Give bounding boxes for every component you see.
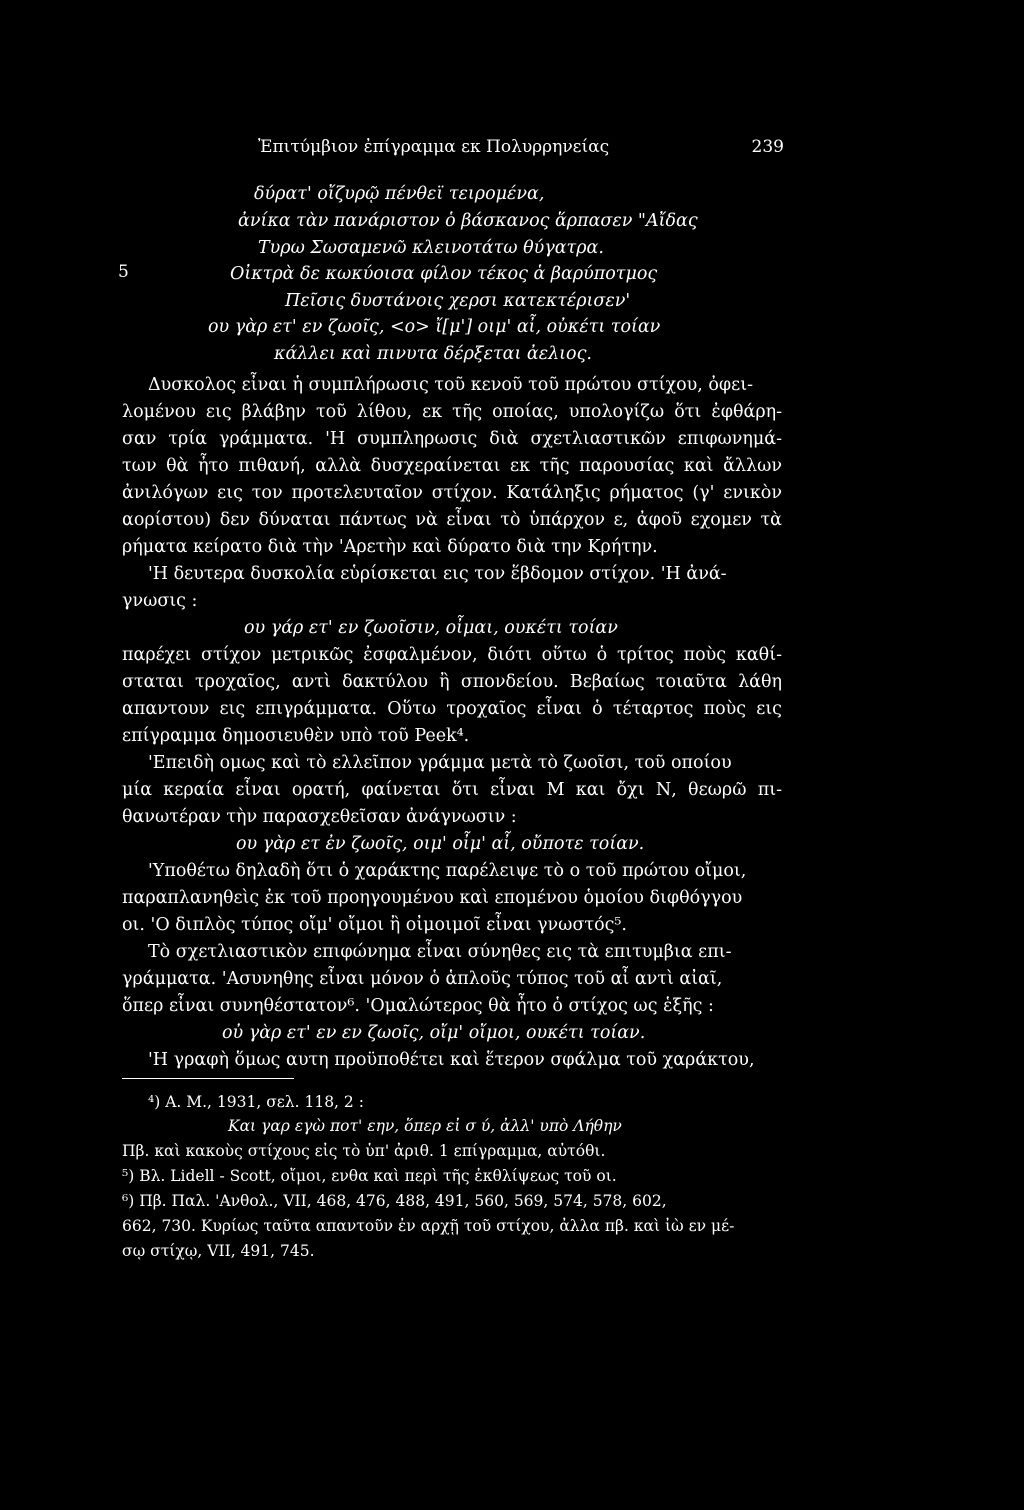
body-line: των θὰ ἦτο πιθανή, αλλὰ δυσχεραίνεται εκ τῆς παρουσίας καὶ ἄλλων	[122, 456, 782, 476]
footnote-verse: Και γαρ εγὼ ποτ' εην, ὅπερ εἰ σ ύ, ἀλλ' υπὸ Λήθην	[228, 1117, 622, 1135]
poem-line: κάλλει καὶ πινυτα δέρξεται ἀελιος.	[274, 344, 592, 364]
body-line: οι. 'Ο διπλὸς τύπος οἴμ' οἴμοι ἢ οἰμοιμοῖ εἶναι γνωστός⁵.	[122, 915, 627, 935]
footnote-line: Πβ. καὶ κακοὺς στίχους εἰς τὸ ὑπ' ἀριθ. 1 επίγραμμα, αὐτόθι.	[122, 1142, 606, 1160]
body-line: παραπλανηθεὶς ἐκ τοῦ προηγουμένου καὶ επομένου ὁμοίου διφθόγγου	[122, 888, 743, 908]
body-line: ἀνιλόγων εις τον προτελευταῖον στίχον. Κατάληξις ρήματος (γ' ενικὸν	[122, 483, 782, 503]
footnote-rule	[122, 1078, 294, 1079]
body-line: 'Επειδὴ ομως καὶ τὸ ελλεῖπον γράμμα μετὰ τὸ ζωοῖσι, τοῦ οποίου	[148, 753, 732, 773]
footnote-line: ⁴) Α. Μ., 1931, σελ. 118, 2 :	[148, 1093, 364, 1111]
body-line: αορίστου) δεν δύναται πάντως νὰ εἶναι τὸ ὑπάρχον ε, ἀφοῦ εχομεν τὰ	[122, 510, 782, 530]
quoted-verse: ου γὰρ ετ ἐν ζωοῖς, οιμ' οἶμ' αἶ, οὔποτε τοίαν.	[236, 834, 645, 854]
poem-line: ἀνίκα τὰν πανάριστον ὁ βάσκανος ἅρπασεν "Αἴδας	[238, 211, 698, 231]
body-line: επίγραμμα δημοσιευθὲν υπὸ τοῦ Peek⁴.	[122, 726, 470, 746]
line-number: 5	[118, 262, 129, 282]
body-line: γνωσις :	[122, 591, 198, 611]
body-line: μία κεραία εἶναι ορατή, φαίνεται ὅτι εἶναι Μ και ὄχι Ν, θεωρῶ πι-	[122, 780, 782, 800]
body-line: παρέχει στίχον μετρικῶς ἐσφαλμένον, διότι οὕτω ὁ τρίτος ποὺς καθί-	[122, 645, 782, 665]
footnote-line: ⁶) Πβ. Παλ. 'Ανθολ., VII, 468, 476, 488, 491, 560, 569, 574, 578, 602,	[122, 1192, 667, 1210]
page-number: 239	[751, 137, 784, 157]
body-line: 'Η γραφὴ ὅμως αυτη προϋποθέτει καὶ ἕτερον σφάλμα τοῦ χαράκτου,	[148, 1050, 755, 1070]
body-line: απαντουν εις επιγράμματα. Οὕτω τροχαῖος εἶναι ὁ τέταρτος ποὺς εις	[122, 699, 782, 719]
body-line: θανωτέραν τὴν παρασχεθεῖσαν ἀνάγνωσιν :	[122, 807, 517, 827]
body-line: σταται τροχαῖος, αντὶ δακτύλου ἢ σπονδείου. Βεβαίως τοιαῦτα λάθη	[122, 672, 782, 692]
poem-line: Πεῖσις δυστάνοις χερσι κατεκτέρισεν'	[285, 291, 631, 311]
body-line: λομένου εις βλάβην τοῦ λίθου, εκ τῆς οποίας, υπολογίζω ὅτι ἐφθάρη-	[122, 402, 782, 422]
body-line: Δυσκολος εἶναι ἡ συμπλήρωσις τοῦ κενοῦ τοῦ πρώτου στίχου, ὀφει-	[148, 375, 754, 395]
body-line: ὅπερ εἶναι συνηθέστατον⁶. 'Ομαλώτερος θὰ ἦτο ὁ στίχος ως ἑξῆς :	[122, 996, 714, 1016]
quoted-verse: οὐ γὰρ ετ' εν εν ζωοῖς, οἴμ' οἴμοι, ουκέτι τοίαν.	[222, 1023, 646, 1043]
poem-line: ου γὰρ ετ' εν ζωοῖς, <ο> ἴ[μ'] οιμ' αἶ, οὐκέτι τοίαν	[208, 317, 661, 337]
quoted-verse: ου γάρ ετ' εν ζωοῖσιν, οἶμαι, ουκέτι τοίαν	[244, 618, 618, 638]
poem-line: Τυρω Σωσαμενῶ κλεινοτάτω θύγατρα.	[258, 238, 604, 258]
body-line: 'Υποθέτω δηλαδὴ ὅτι ὁ χαράκτης παρέλειψε τὸ ο τοῦ πρώτου οἴμοι,	[148, 861, 747, 881]
body-line: σαν τρία γράμματα. 'Η συμπληρωσις διὰ σχετλιαστικῶν επιφωνημά-	[122, 429, 782, 449]
body-line: 'Η δευτερα δυσκολία εὑρίσκεται εις τον ἕβδομον στίχον. 'Η ἀνά-	[148, 564, 727, 584]
footnote-line: 662, 730. Κυρίως ταῦτα απαντοῦν ἐν αρχῇ τοῦ στίχου, ἀλλα πβ. καὶ ἰὼ εν μέ-	[122, 1217, 735, 1235]
header-title: Ἐπιτύμβιον ἐπίγραμμα εκ Πολυρρηνείας	[258, 137, 610, 157]
body-line: ρήματα κείρατο διὰ τὴν 'Αρετὴν καὶ δύρατο διὰ την Κρήτην.	[122, 537, 658, 557]
body-line: γράμματα. 'Ασυνηθης εἶναι μόνον ὁ ἁπλοῦς τύπος τοῦ αἶ αντὶ αἰαῖ,	[122, 969, 723, 989]
poem-line: Οἰκτρὰ δε κωκύοισα φίλον τέκος ἁ βαρύποτμος	[230, 264, 658, 284]
footnote-line: σῳ στίχῳ, VII, 491, 745.	[122, 1242, 315, 1260]
footnote-line: ⁵) Βλ. Lidell - Scott, οἴμοι, ενθα καὶ περὶ τῆς ἐκθλίψεως τοῦ οι.	[122, 1167, 617, 1185]
poem-line: δύρατ' οἴζυρῷ πένθεϊ τειρομένα,	[254, 184, 545, 204]
body-line: Τὸ σχετλιαστικὸν επιφώνημα εἶναι σύνηθες εις τὰ επιτυμβια επι-	[148, 942, 732, 962]
